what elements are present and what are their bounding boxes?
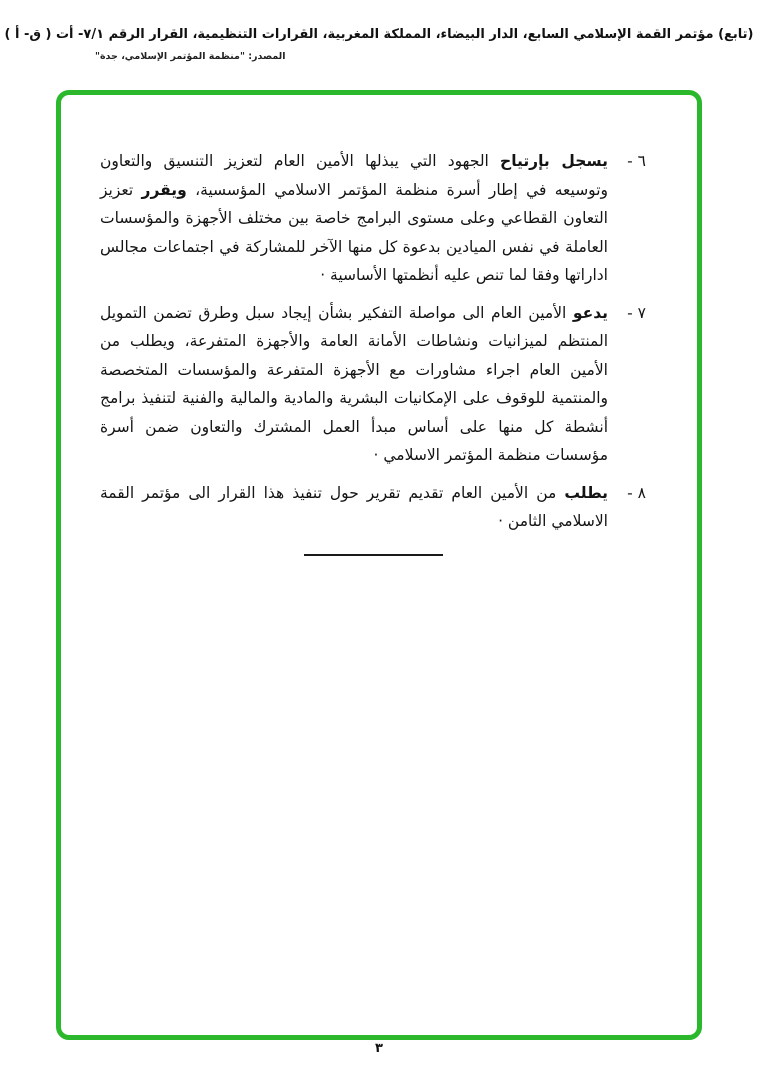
clause-7-lead: يدعو xyxy=(572,303,608,322)
clause-7-body: الأمين العام الى مواصلة التفكير بشأن إيجاد سبل وطرق تضمن التمويل المنتظم لميزانيات ونشاطات الأمانة العامة والأجهزة المتفرعة، ويطلب من الأمين العام اجراء مشاورات مع الأجهزة المتفرعة والمؤسسات المتخصصة والمنتمية للوقوف على الإمكانيات البشرية والمادية والمالية والفنية لتنفيذ برامج أنشطة كل منها على أساس مبدأ العمل المشترك والتعاون ضمن أسرة مؤسسات منظمة المؤتمر الاسلامي · xyxy=(100,303,608,464)
clause-6-number: ٦ - xyxy=(627,152,646,170)
clause-6-body-2: تعزيز التعاون القطاعي وعلى مستوى البرامج خاصة بين مختلف الأجهزة والمؤسسات العاملة في نفس الميادين بدعوة كل منها الآخر للمشاركة في اجتماعات مجالس اداراتها وفقا لما تنص عليه أنظمتها الأساسية · xyxy=(100,180,608,284)
clause-8-number: ٨ - xyxy=(627,483,646,502)
clause-8 xyxy=(100,479,646,536)
document-body xyxy=(100,147,646,556)
clause-7-number: ٧ - xyxy=(627,303,646,322)
clause-8-lead: يطلب xyxy=(564,483,608,502)
clause-7-text xyxy=(100,299,608,470)
section-divider xyxy=(304,554,443,556)
clause-6 xyxy=(100,147,646,290)
clause-8-text xyxy=(100,479,608,536)
document-source-note: المصدر: "منظمة المؤتمر الإسلامي، جدة" xyxy=(95,51,286,62)
page-number: ٣ xyxy=(375,1041,383,1056)
clause-8-body: من الأمين العام تقديم تقرير حول تنفيذ هذا القرار الى مؤتمر القمة الاسلامي الثامن · xyxy=(100,483,608,530)
document-header-title: (تابع) مؤتمر القمة الإسلامي السابع، الدار البيضاء، المملكة المغربية، القرارات التنظيمية، القرار الرقم ٧/١- أت ( ق- أ ) xyxy=(4,27,754,42)
clause-6-text xyxy=(100,147,608,290)
clause-6-lead: يسجل بإرتياح xyxy=(500,152,609,170)
clause-6-emphasis: ويقرر xyxy=(141,180,187,199)
clause-7 xyxy=(100,299,646,470)
clause-6-body: الجهود التي يبذلها الأمين العام لتعزيز التنسيق والتعاون وتوسيعه في إطار أسرة منظمة المؤتمر الاسلامي المؤسسية، xyxy=(100,152,608,199)
